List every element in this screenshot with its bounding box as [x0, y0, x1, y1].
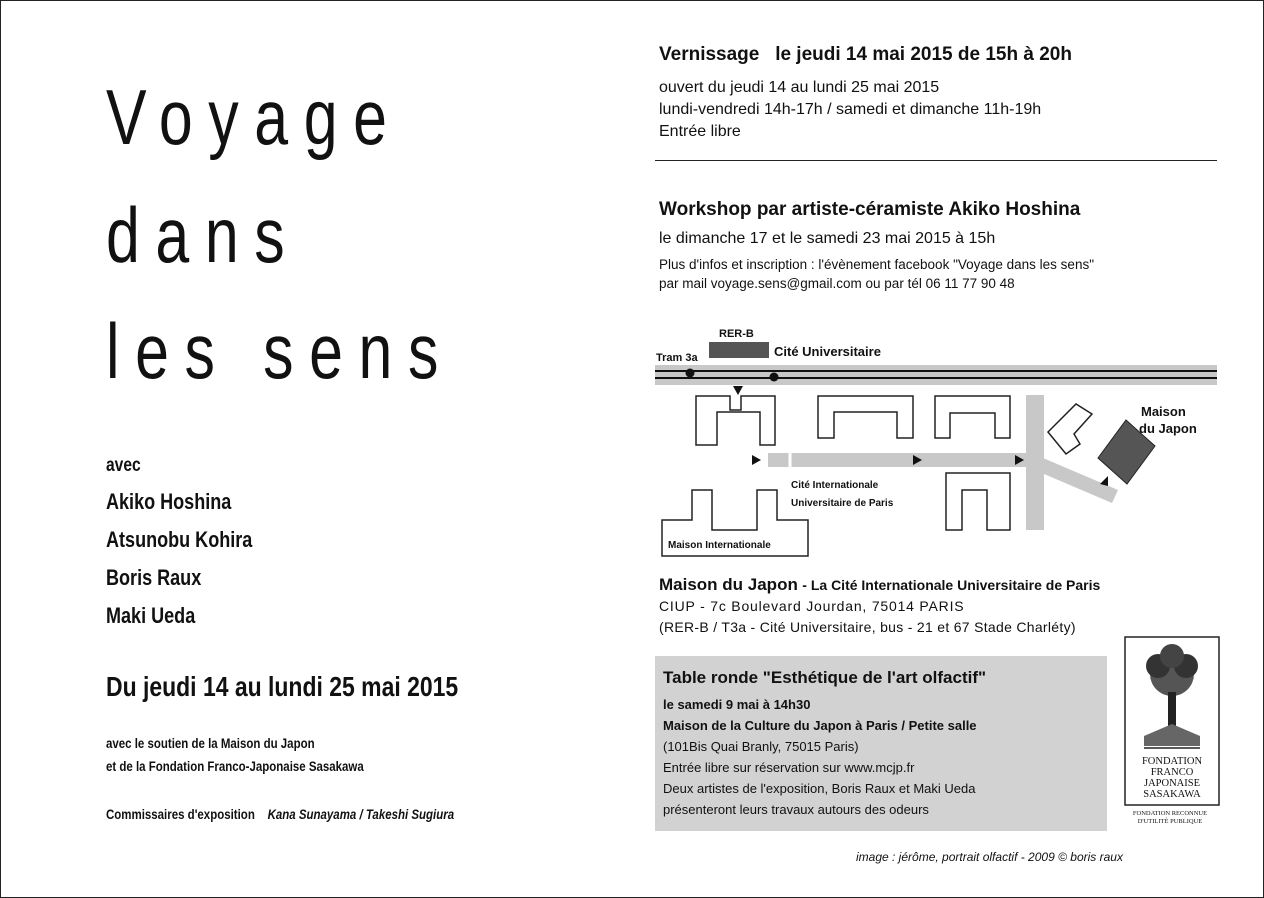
table-ronde-line-6: présenteront leurs travaux autours des odeurs	[663, 802, 929, 817]
artist-1: Akiko Hoshina	[106, 489, 232, 514]
title-line-1: Voyage	[106, 73, 403, 161]
address-line-1: CIUP - 7c Boulevard Jourdan, 75014 PARIS	[659, 598, 965, 614]
workshop-info: Plus d'infos et inscription : l'évènement facebook "Voyage dans les sens"	[659, 257, 1094, 272]
table-ronde-line-4: Entrée libre sur réservation sur www.mcjp.fr	[663, 760, 915, 775]
building-4	[946, 473, 1010, 530]
vernissage-date: le jeudi 14 mai 2015 de 15h à 20h	[775, 44, 1072, 65]
path-arrow-1	[752, 455, 761, 465]
map-rail-band	[655, 365, 1217, 385]
table-ronde-line-3: (101Bis Quai Branly, 75015 Paris)	[663, 739, 859, 754]
table-ronde-line-2: Maison de la Culture du Japon à Paris / Petite salle	[663, 718, 977, 733]
map-label-station: Cité Universitaire	[774, 344, 881, 359]
curators-label: Commissaires d'exposition	[106, 806, 255, 822]
address-line-2: (RER-B / T3a - Cité Universitaire, bus - 21 et 67 Stade Charléty)	[659, 619, 1076, 635]
support-line-2: et de la Fondation Franco-Japonaise Sasakawa	[106, 758, 364, 774]
avec-label: avec	[106, 455, 141, 476]
address-sub: - La Cité Internationale Universitaire de Paris	[802, 577, 1101, 593]
map-label-maison-line2: du Japon	[1139, 421, 1197, 436]
opening-hours: lundi-vendredi 14h-17h / samedi et dimanche 11h-19h	[659, 101, 1042, 118]
map-label-maison-line1: Maison	[1141, 404, 1186, 419]
building-3	[935, 396, 1010, 438]
rer-station-block	[709, 342, 769, 358]
building-2	[818, 396, 913, 438]
title-line-3: les sens	[106, 307, 454, 395]
exit-arrow-down	[733, 386, 743, 395]
exhibition-dates: Du jeudi 14 au lundi 25 mai 2015	[106, 671, 459, 702]
logo-line-2: FRANCO	[1150, 767, 1194, 778]
table-ronde-title: Table ronde "Esthétique de l'art olfactif"	[663, 668, 987, 687]
map-label-tram: Tram 3a	[656, 352, 698, 364]
workshop-title: Workshop par artiste-céramiste Akiko Hoshina	[659, 199, 1081, 220]
map-path-horizontal	[768, 453, 1026, 467]
workshop-dates: le dimanche 17 et le samedi 23 mai 2015 à 15h	[659, 230, 996, 247]
rer-stop-dot	[770, 373, 779, 382]
map-label-ciup-line1: Cité Internationale	[791, 480, 879, 491]
logo-line-3: JAPONAISE	[1143, 778, 1200, 789]
table-ronde-line-5: Deux artistes de l'exposition, Boris Raux et Maki Ueda	[663, 781, 976, 796]
entry-free: Entrée libre	[659, 123, 741, 140]
logo-small-text: FONDATION RECONNUE D'UTILITÉ PUBLIQUE	[1132, 810, 1208, 825]
opening-dates: ouvert du jeudi 14 au lundi 25 mai 2015	[659, 79, 940, 96]
logo-text	[1126, 756, 1218, 800]
logo-line-4: SASAKAWA	[1143, 789, 1201, 800]
support-line-1: avec le soutien de la Maison du Japon	[106, 735, 315, 751]
address-heading	[659, 575, 1100, 595]
table-ronde-line-1: le samedi 9 mai à 14h30	[663, 697, 811, 712]
building-5	[1048, 404, 1092, 454]
logo-line-1: FONDATION	[1141, 756, 1203, 767]
map-label-rer: RER-B	[719, 328, 754, 340]
map-label-ciup-line2: Universitaire de Paris	[791, 498, 894, 509]
tram-stop-dot	[686, 369, 695, 378]
curators-names: Kana Sunayama / Takeshi Sugiura	[267, 806, 455, 822]
map-label-maison-internationale: Maison Internationale	[668, 540, 771, 551]
workshop-contact: par mail voyage.sens@gmail.com ou par tél 06 11 77 90 48	[659, 276, 1015, 291]
address-name: Maison du Japon	[659, 575, 798, 594]
image-credit: image : jérôme, portrait olfactif - 2009 © boris raux	[856, 850, 1123, 864]
artist-3: Boris Raux	[106, 565, 202, 590]
title-line-2: dans	[106, 191, 301, 279]
vernissage-label: Vernissage	[659, 44, 760, 65]
artist-4: Maki Ueda	[106, 603, 196, 628]
artist-2: Atsunobu Kohira	[106, 527, 253, 552]
building-1	[696, 396, 775, 445]
